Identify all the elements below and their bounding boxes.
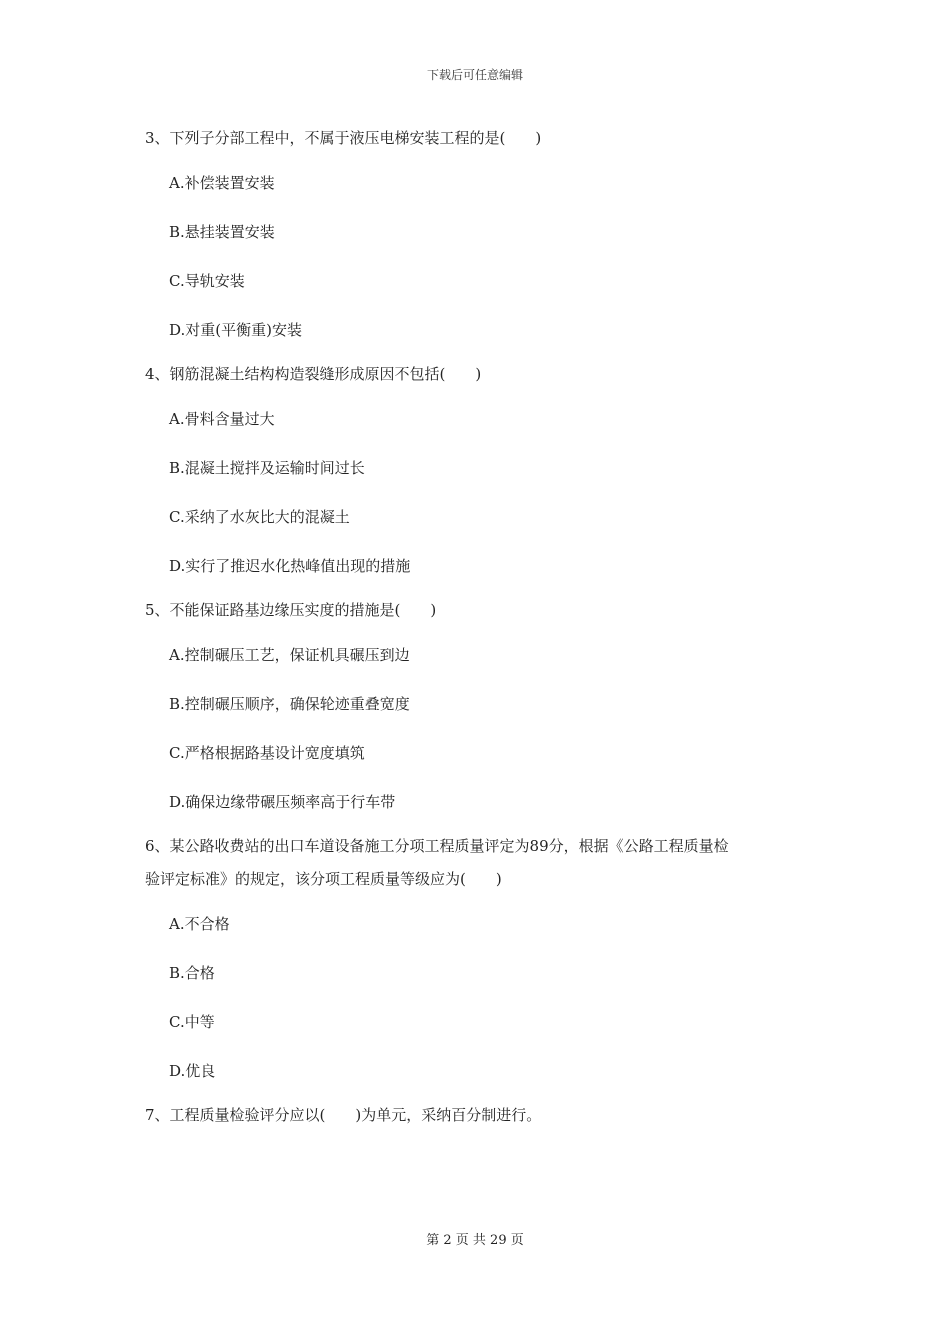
- option-b: B.合格: [169, 964, 215, 982]
- option-c: C.采纳了水灰比大的混凝土: [169, 508, 350, 526]
- question-5: [145, 596, 825, 812]
- question-text: 4、钢筋混凝土结构构造裂缝形成原因不包括( ): [145, 365, 482, 383]
- option-d: D.优良: [169, 1062, 216, 1080]
- option-d: D.确保边缘带碾压频率高于行车带: [169, 793, 396, 811]
- question-text: 5、不能保证路基边缘压实度的措施是( ): [145, 601, 437, 619]
- option-c: C.中等: [169, 1013, 215, 1031]
- option-c: C.导轨安装: [169, 272, 245, 290]
- option-d: D.对重(平衡重)安装: [169, 321, 302, 339]
- question-text-line-2: 验评定标准》的规定，该分项工程质量等级应为( ): [145, 870, 502, 888]
- question-7: [145, 1101, 825, 1130]
- option-a: A.骨料含量过大: [169, 410, 275, 428]
- option-b: B.混凝土搅拌及运输时间过长: [169, 459, 365, 477]
- option-b: B.悬挂装置安装: [169, 223, 275, 241]
- option-a: A.补偿装置安装: [169, 174, 275, 192]
- question-text: 3、下列子分部工程中，不属于液压电梯安装工程的是( ): [145, 129, 542, 147]
- option-c: C.严格根据路基设计宽度填筑: [169, 744, 365, 762]
- question-4: [145, 360, 825, 576]
- page-footer: 第 2 页 共 29 页: [426, 1233, 524, 1248]
- question-6: [145, 832, 825, 1081]
- option-a: A.不合格: [169, 915, 230, 933]
- question-3: [145, 124, 825, 340]
- option-a: A.控制碾压工艺，保证机具碾压到边: [169, 646, 410, 664]
- option-b: B.控制碾压顺序，确保轮迹重叠宽度: [169, 695, 410, 713]
- page-header: 下载后可任意编辑: [426, 68, 523, 82]
- option-d: D.实行了推迟水化热峰值出现的措施: [169, 557, 411, 575]
- question-text: 7、工程质量检验评分应以( )为单元，采纳百分制进行。: [145, 1106, 542, 1124]
- page-content: [145, 124, 825, 1147]
- question-text-line-1: 6、某公路收费站的出口车道设备施工分项工程质量评定为89分，根据《公路工程质量检: [145, 837, 729, 855]
